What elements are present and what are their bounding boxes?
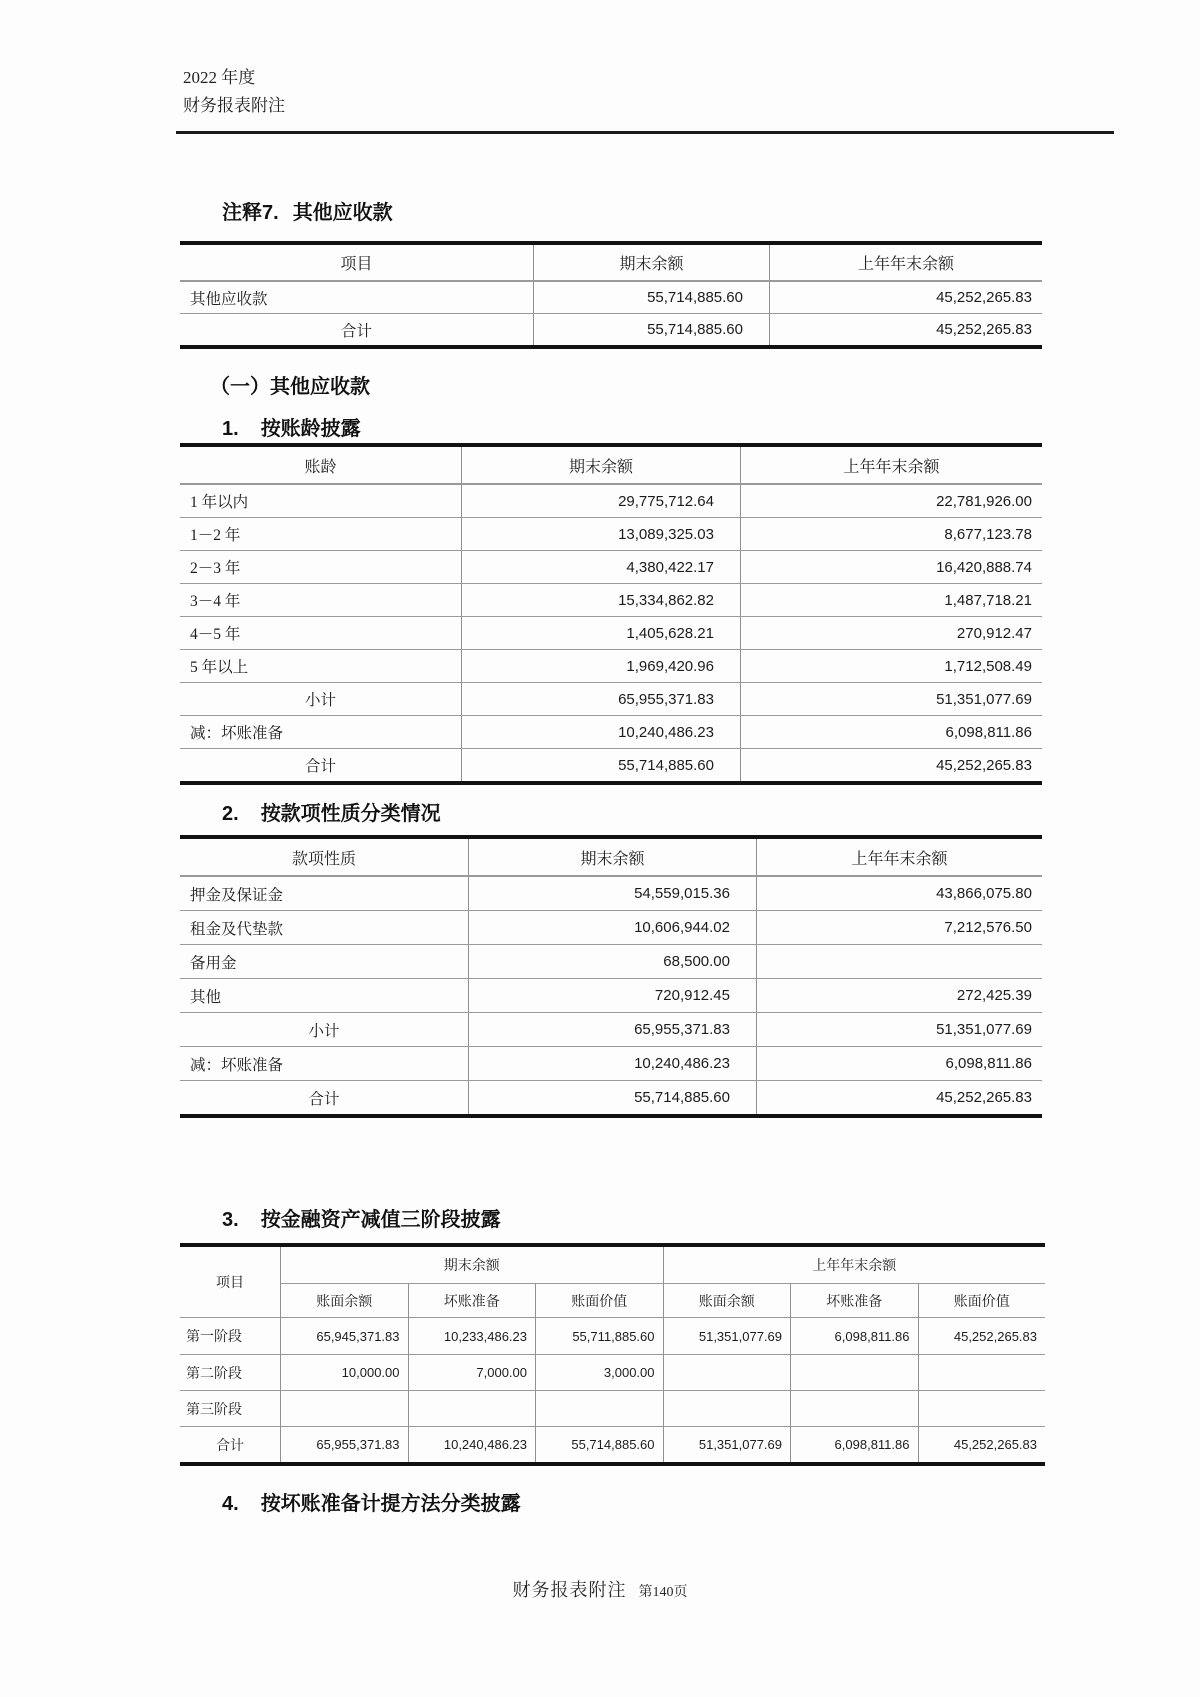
cell-value: 3,000.00 <box>535 1355 663 1390</box>
summary-table-header-row <box>180 245 1042 281</box>
row-label: 第三阶段 <box>186 1402 242 1418</box>
report-title: 财务报表附注 <box>183 96 285 115</box>
table-row-total <box>180 1426 1045 1462</box>
cell-value <box>408 1391 536 1426</box>
stages-table-header <box>180 1247 1045 1318</box>
table-row <box>180 649 1042 682</box>
sub-header: 坏账准备 <box>408 1284 536 1317</box>
nature-header-prior: 上年年末余额 <box>756 839 1042 875</box>
cell-prior: 272,425.39 <box>756 979 1042 1012</box>
table-row <box>180 616 1042 649</box>
page-footer <box>0 1576 1200 1602</box>
cell-prior: 45,252,265.83 <box>769 314 1042 345</box>
aging-header-age: 账龄 <box>304 458 337 476</box>
s1-number: 1. <box>222 418 239 440</box>
aging-table-header-row <box>180 447 1042 484</box>
cell-value: 7,000.00 <box>408 1355 536 1390</box>
table-row <box>180 944 1042 978</box>
row-label: 5 年以上 <box>190 659 249 676</box>
cell-value: 10,240,486.23 <box>408 1427 536 1462</box>
stages-table <box>180 1243 1045 1466</box>
cell-value <box>663 1355 791 1390</box>
row-label: 其他 <box>190 988 222 1006</box>
table-row <box>180 281 1042 313</box>
summary-header-prior: 上年年末余额 <box>769 245 1042 280</box>
row-label: 小计 <box>308 1022 340 1040</box>
document-header <box>183 64 285 120</box>
row-label: 合计 <box>216 1438 244 1454</box>
table-row <box>180 1390 1045 1426</box>
row-label: 2－3 年 <box>190 560 241 577</box>
note7-title: 其他应收款 <box>292 202 393 224</box>
table-row <box>180 550 1042 583</box>
table-row <box>180 910 1042 944</box>
table-row-total <box>180 748 1042 781</box>
summary-header-current: 期末余额 <box>533 245 769 280</box>
sub1-title: （一）其他应收款 <box>210 376 370 398</box>
s4-title: 按坏账准备计提方法分类披露 <box>260 1493 521 1515</box>
cell-current: 55,714,885.60 <box>468 1081 756 1114</box>
cell-current: 10,240,486.23 <box>461 716 740 748</box>
row-label: 租金及代垫款 <box>190 920 284 938</box>
table-row-subtotal <box>180 682 1042 715</box>
cell-current: 4,380,422.17 <box>461 551 740 583</box>
stages-header-right <box>280 1247 1045 1317</box>
table-row <box>180 1318 1045 1354</box>
cell-current: 65,955,371.83 <box>461 683 740 715</box>
summary-table <box>180 241 1042 349</box>
stages-header-item: 项目 <box>216 1276 244 1291</box>
s3-number: 3. <box>222 1209 239 1231</box>
footer-title: 财务报表附注 <box>512 1580 627 1600</box>
cell-value <box>280 1391 408 1426</box>
cell-value: 51,351,077.69 <box>663 1427 791 1462</box>
aging-table <box>180 443 1042 785</box>
sub-header: 账面价值 <box>918 1284 1046 1317</box>
row-label: 第一阶段 <box>186 1330 242 1345</box>
s1-title: 按账龄披露 <box>260 418 361 440</box>
table-row <box>180 583 1042 616</box>
cell-current: 1,405,628.21 <box>461 617 740 649</box>
cell-value: 6,098,811.86 <box>790 1318 918 1354</box>
row-label: 合计 <box>308 1090 340 1108</box>
cell-value: 55,711,885.60 <box>535 1318 663 1354</box>
cell-current: 10,606,944.02 <box>468 911 756 944</box>
cell-current: 55,714,885.60 <box>533 314 769 345</box>
row-label: 押金及保证金 <box>190 886 284 904</box>
cell-current: 1,969,420.96 <box>461 650 740 682</box>
row-label: 其他应收款 <box>190 290 268 308</box>
row-label: 第二阶段 <box>186 1366 242 1382</box>
cell-value <box>535 1391 663 1426</box>
cell-value: 10,233,486.23 <box>408 1318 536 1354</box>
s2-number: 2. <box>222 803 239 825</box>
cell-prior <box>756 945 1042 978</box>
row-label: 合计 <box>340 322 372 340</box>
cell-prior: 1,487,718.21 <box>740 584 1042 616</box>
cell-current: 720,912.45 <box>468 979 756 1012</box>
table-row <box>180 978 1042 1012</box>
cell-prior: 51,351,077.69 <box>740 683 1042 715</box>
cell-value <box>663 1391 791 1426</box>
aging-header-current: 期末余额 <box>461 447 740 483</box>
table-row <box>180 715 1042 748</box>
stages-sub-header-row <box>281 1284 1045 1317</box>
cell-value <box>790 1391 918 1426</box>
cell-value: 6,098,811.86 <box>790 1427 918 1462</box>
nature-table-header-row <box>180 839 1042 876</box>
cell-prior: 43,866,075.80 <box>756 877 1042 910</box>
cell-current: 13,089,325.03 <box>461 518 740 550</box>
cell-current: 55,714,885.60 <box>533 282 769 313</box>
cell-current: 55,714,885.60 <box>461 749 740 781</box>
s4-number: 4. <box>222 1493 239 1515</box>
cell-prior: 16,420,888.74 <box>740 551 1042 583</box>
cell-prior: 270,912.47 <box>740 617 1042 649</box>
note7-heading <box>222 196 393 225</box>
cell-value <box>918 1391 1046 1426</box>
stages-group-prior: 上年年末余额 <box>663 1247 1046 1283</box>
cell-value: 45,252,265.83 <box>918 1427 1046 1462</box>
cell-prior: 45,252,265.83 <box>769 282 1042 313</box>
cell-value: 45,252,265.83 <box>918 1318 1046 1354</box>
cell-prior: 6,098,811.86 <box>740 716 1042 748</box>
cell-value: 65,945,371.83 <box>280 1318 408 1354</box>
note7-number: 注释7. <box>222 202 279 224</box>
cell-prior: 7,212,576.50 <box>756 911 1042 944</box>
cell-current: 10,240,486.23 <box>468 1047 756 1080</box>
report-year: 2022 年度 <box>183 68 256 87</box>
header-rule <box>176 131 1114 134</box>
row-label: 小计 <box>304 692 336 709</box>
sub-header: 账面余额 <box>663 1284 791 1317</box>
row-label: 1 年以内 <box>190 494 249 511</box>
sub-header: 账面余额 <box>316 1294 373 1310</box>
cell-value: 51,351,077.69 <box>663 1318 791 1354</box>
cell-prior: 1,712,508.49 <box>740 650 1042 682</box>
s3-heading <box>222 1203 501 1232</box>
s4-heading <box>222 1487 521 1516</box>
cell-current: 65,955,371.83 <box>468 1013 756 1046</box>
table-row <box>180 1354 1045 1390</box>
cell-value <box>918 1355 1046 1390</box>
cell-value: 65,955,371.83 <box>280 1427 408 1462</box>
row-label: 减：坏账准备 <box>190 725 284 742</box>
cell-current: 54,559,015.36 <box>468 877 756 910</box>
nature-table <box>180 835 1042 1118</box>
cell-prior: 22,781,926.00 <box>740 485 1042 517</box>
stages-group-row <box>281 1247 1045 1284</box>
row-label: 减：坏账准备 <box>190 1056 284 1074</box>
row-label: 4－5 年 <box>190 626 241 643</box>
table-row <box>180 876 1042 910</box>
row-label: 3－4 年 <box>190 593 241 610</box>
aging-header-prior: 上年年末余额 <box>740 447 1042 483</box>
table-row-total <box>180 313 1042 345</box>
row-label: 备用金 <box>190 954 237 972</box>
sub-header: 坏账准备 <box>790 1284 918 1317</box>
row-label: 合计 <box>304 758 336 775</box>
table-row <box>180 1046 1042 1080</box>
cell-prior: 51,351,077.69 <box>756 1013 1042 1046</box>
cell-current: 29,775,712.64 <box>461 485 740 517</box>
table-row <box>180 484 1042 517</box>
footer-page-number: 第140页 <box>638 1585 688 1600</box>
cell-prior: 8,677,123.78 <box>740 518 1042 550</box>
table-row <box>180 517 1042 550</box>
sub-header: 账面价值 <box>535 1284 663 1317</box>
cell-value: 55,714,885.60 <box>535 1427 663 1462</box>
nature-header-current: 期末余额 <box>468 839 756 875</box>
cell-prior: 45,252,265.83 <box>740 749 1042 781</box>
cell-current: 15,334,862.82 <box>461 584 740 616</box>
cell-value: 10,000.00 <box>280 1355 408 1390</box>
summary-header-item: 项目 <box>340 256 373 273</box>
stages-group-current: 期末余额 <box>443 1259 500 1274</box>
cell-current: 68,500.00 <box>468 945 756 978</box>
nature-header-kind: 款项性质 <box>291 850 356 868</box>
table-row-total <box>180 1080 1042 1114</box>
sub1-heading <box>210 370 370 399</box>
table-row-subtotal <box>180 1012 1042 1046</box>
cell-prior: 45,252,265.83 <box>756 1081 1042 1114</box>
cell-value <box>790 1355 918 1390</box>
s1-heading <box>222 412 361 441</box>
cell-prior: 6,098,811.86 <box>756 1047 1042 1080</box>
s3-title: 按金融资产减值三阶段披露 <box>260 1209 501 1231</box>
row-label: 1－2 年 <box>190 527 241 544</box>
s2-heading <box>222 797 441 826</box>
s2-title: 按款项性质分类情况 <box>260 803 441 825</box>
